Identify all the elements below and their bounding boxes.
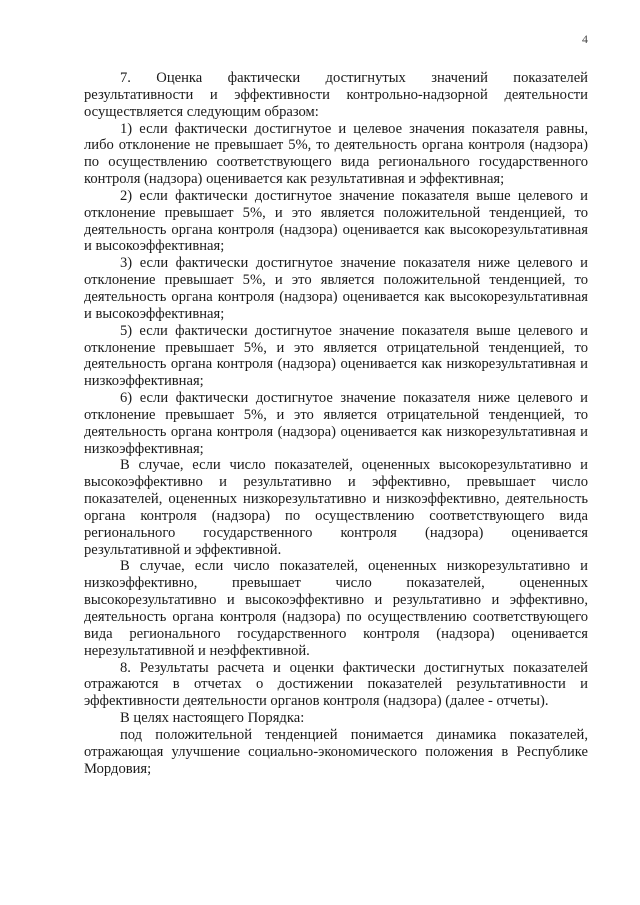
paragraph-positive-trend-definition: под положительной тенденцией понимается динамика показателей, отражающая улучшение социально-экономического положения в Республике Мордовия; (84, 726, 588, 777)
paragraph-item-5: 5) если фактически достигнутое значение показателя выше целевого и отклонение превышает 5%, и это является отрицательной тенденцией, то деятельность органа контроля (надзора) оценивается как низкорезультативная и низкоэффективная; (84, 322, 588, 390)
paragraph-item-1: 1) если фактически достигнутое и целевое значения показателя равны, либо отклонение не превышает 5%, то деятельность органа контроля (надзора) по осуществлению соответствующего вида регионального государственного контроля (надзора) оценивается как результативная и эффективная; (84, 120, 588, 188)
paragraph-7-intro: 7. Оценка фактически достигнутых значений показателей результативности и эффективности контрольно-надзорной деятельности осуществляется следующим образом: (84, 70, 588, 120)
paragraph-definitions-intro: В целях настоящего Порядка: (120, 710, 305, 727)
document-body (84, 70, 588, 777)
page-number: 4 (582, 32, 588, 46)
paragraph-item-3: 3) если фактически достигнутое значение показателя ниже целевого и отклонение превышает 5%, и это является положительной тенденцией, то деятельность органа контроля (надзора) оценивается как высокорезультативная и высокоэффективная; (84, 255, 588, 322)
paragraph-case-effective: В случае, если число показателей, оцененных высокорезультативно и высокоэффективно и результативно и эффективно, превышает число показателей, оцененных низкорезультативно и низкоэффективно, деятельность органа контроля (надзора) по осуществлению соответствующего вида регионального государственного контроля (надзора) оценивается результативной и эффективной. (84, 457, 588, 558)
paragraph-case-ineffective: В случае, если число показателей, оцененных низкорезультативно и низкоэффективно, превышает число показателей, оцененных высокорезультативно и высокоэффективно и результативно и эффективно, деятельность органа контроля (надзора) по осуществлению соответствующего вида регионального государственного контроля (надзора) оценивается нерезультативной и неэффективной. (84, 558, 588, 659)
paragraph-item-6: 6) если фактически достигнутое значение показателя ниже целевого и отклонение превышает 5%, и это является отрицательной тенденцией, то деятельность органа контроля (надзора) оценивается как низкорезультативная и низкоэффективная; (84, 390, 588, 457)
paragraph-8-reports: 8. Результаты расчета и оценки фактически достигнутых показателей отражаются в отчетах о достижении показателей результативности и эффективности деятельности органов контроля (надзора) (далее - отчеты). (84, 659, 588, 710)
paragraph-item-2: 2) если фактически достигнутое значение показателя выше целевого и отклонение превышает 5%, и это является положительной тенденцией, то деятельность органа контроля (надзора) оценивается как высокорезультативная и высокоэффективная; (84, 187, 588, 255)
